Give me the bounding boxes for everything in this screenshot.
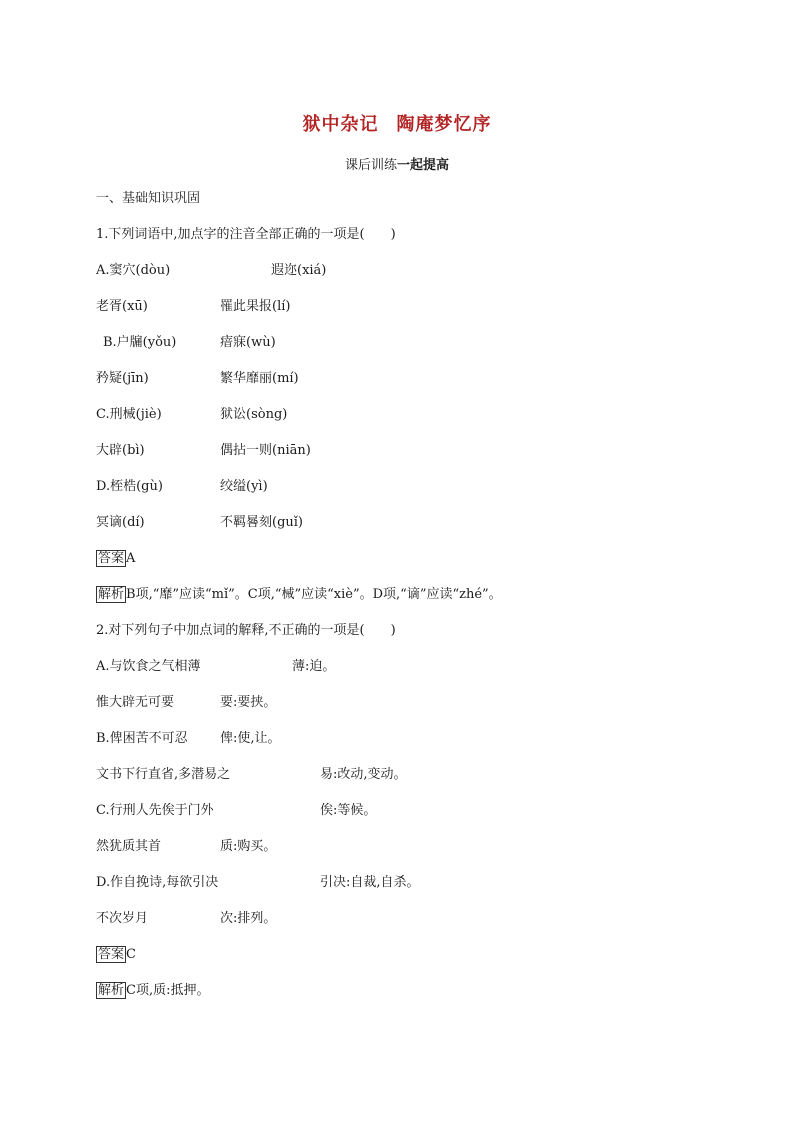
q2-row-d-right: 引决:自裁,自杀。 [320, 875, 420, 890]
analysis-label: 解析 [98, 983, 125, 998]
q1-row-a2-left: 老胥(xū) [96, 299, 148, 314]
q1-row-d-right: 绞缢(yì) [220, 479, 268, 494]
title-part-2: 陶庵梦忆序 [396, 114, 492, 135]
q1-row-b-left: B.户牖(yǒu) [103, 335, 177, 350]
q1-row-a-right: 遐迩(xiá) [271, 263, 327, 278]
answer-value: C [126, 947, 136, 962]
q1-row-c-right: 狱讼(sòng) [220, 407, 288, 422]
q1-stem: 1.下列词语中,加点字的注音全部正确的一项是( ) [96, 227, 396, 242]
analysis-text: C项,质:抵押。 [126, 983, 210, 998]
answer-label: 答案 [98, 551, 125, 566]
q2-answer [96, 946, 136, 964]
q1-row-d-left: D.桎梏(gù) [96, 479, 163, 494]
q1-row-a-left: A.窦穴(dòu) [96, 263, 171, 278]
q1-row-d2-left: 冥谪(dí) [96, 515, 145, 530]
q1-analysis [96, 586, 502, 604]
document-subtitle [0, 154, 794, 173]
q2-stem: 2.对下列句子中加点词的解释,不正确的一项是( ) [96, 623, 396, 638]
q1-row-c2-right: 偶拈一则(niān) [220, 443, 311, 458]
q1-row-c-left: C.刑械(jiè) [96, 407, 162, 422]
subtitle-bold: 一起提高 [397, 158, 450, 173]
q1-row-b2-right: 繁华靡丽(mí) [220, 371, 299, 386]
q2-row-b-left: B.俾困苦不可忍 [96, 731, 188, 746]
answer-value: A [126, 551, 136, 566]
q1-row-a2-right: 罹此果报(lí) [220, 299, 291, 314]
subtitle-normal: 课后训练 [344, 158, 397, 173]
q1-row-b2-left: 矜疑(jīn) [96, 371, 149, 386]
analysis-text: B项,“靡”应读“mǐ”。C项,“械”应读“xiè”。D项,“谪”应读“zhé”。 [126, 587, 502, 602]
q2-row-a2-left: 惟大辟无可要 [96, 695, 175, 710]
q1-row-d2-right: 不羁晷刻(guǐ) [220, 515, 303, 530]
q2-row-d2-left: 不次岁月 [96, 911, 149, 926]
q2-row-d-left: D.作自挽诗,每欲引决 [96, 875, 219, 890]
analysis-label: 解析 [98, 587, 125, 602]
q2-row-a2-right: 要:要挟。 [220, 695, 277, 710]
q1-row-b-right: 瘖寐(wù) [220, 335, 276, 350]
q1-answer [96, 550, 135, 568]
q2-row-c2-left: 然犹质其首 [96, 839, 162, 854]
q2-row-d2-right: 次:排列。 [220, 911, 277, 926]
q2-row-a-left: A.与饮食之气相薄 [96, 659, 201, 674]
document-title [0, 110, 794, 136]
q2-row-c2-right: 质:购买。 [220, 839, 277, 854]
answer-label: 答案 [98, 947, 125, 962]
q2-row-c-right: 俟:等候。 [320, 803, 377, 818]
q2-row-b2-left: 文书下行直省,多潜易之 [96, 767, 231, 782]
q1-row-c2-left: 大辟(bì) [96, 443, 145, 458]
q2-row-b2-right: 易:改动,变动。 [320, 767, 407, 782]
q2-analysis [96, 982, 209, 1000]
title-part-1: 狱中杂记 [302, 114, 379, 135]
section-heading: 一、基础知识巩固 [96, 191, 201, 206]
q2-row-a-right: 薄:迫。 [292, 659, 336, 674]
q2-row-b-right: 俾:使,让。 [220, 731, 281, 746]
q2-row-c-left: C.行刑人先俟于门外 [96, 803, 214, 818]
